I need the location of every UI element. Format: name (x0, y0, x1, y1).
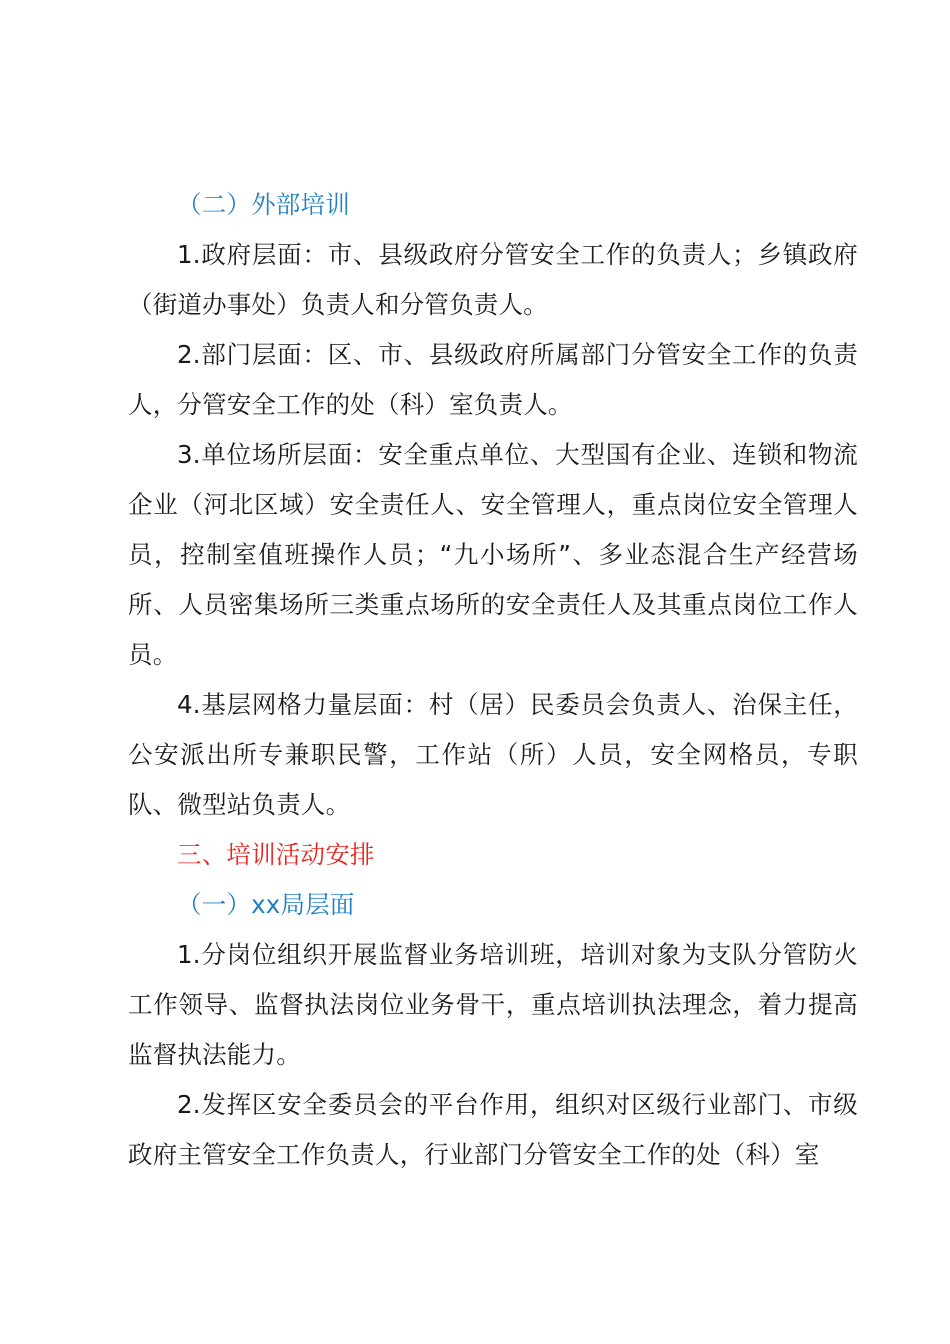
section-heading-training-arrangement: 三、培训活动安排 (177, 840, 375, 869)
document-body (128, 180, 858, 1180)
section-heading-external-training: （二）外部培训 (177, 190, 350, 219)
paragraph-government-level: 1.政府层面：市、县级政府分管安全工作的负责人；乡镇政府（街道办事处）负责人和分管负责人。 (128, 240, 858, 319)
section-heading-bureau-level: （一）xx局层面 (177, 890, 355, 919)
paragraph-safety-committee: 2.发挥区安全委员会的平台作用，组织对区级行业部门、市级政府主管安全工作负责人，行业部门分管安全工作的处（科）室 (128, 1090, 858, 1169)
paragraph-unit-venue-level: 3.单位场所层面：安全重点单位、大型国有企业、连锁和物流企业（河北区域）安全责任人、安全管理人，重点岗位安全管理人员，控制室值班操作人员；“九小场所”、多业态混合生产经营场所、人员密集场所三类重点场所的安全责任人及其重点岗位工作人员。 (128, 440, 858, 669)
paragraph-supervision-training: 1.分岗位组织开展监督业务培训班，培训对象为支队分管防火工作领导、监督执法岗位业务骨干，重点培训执法理念，着力提高监督执法能力。 (128, 940, 858, 1069)
paragraph-grassroots-level: 4.基层网格力量层面：村（居）民委员会负责人、治保主任，公安派出所专兼职民警，工作站（所）人员，安全网格员，专职队、微型站负责人。 (128, 690, 858, 819)
paragraph-department-level: 2.部门层面：区、市、县级政府所属部门分管安全工作的负责人，分管安全工作的处（科）室负责人。 (128, 340, 858, 419)
